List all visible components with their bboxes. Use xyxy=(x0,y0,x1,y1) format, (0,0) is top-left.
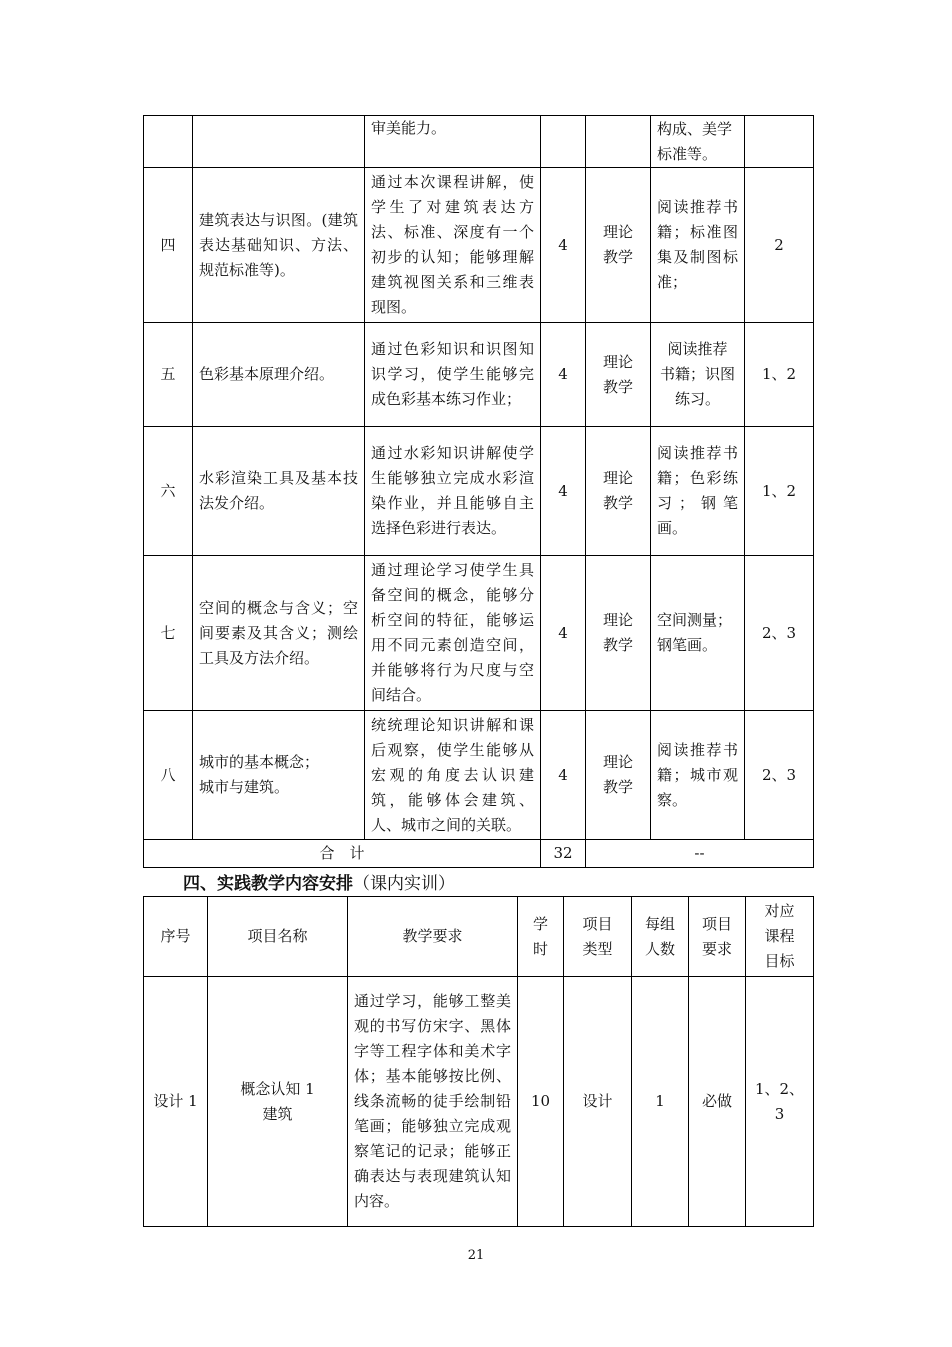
lesson-topic: 城市的基本概念； 城市与建筑。 xyxy=(193,711,365,840)
theory-schedule-table xyxy=(143,115,814,868)
table-row xyxy=(144,427,814,556)
lesson-number: 六 xyxy=(144,427,193,556)
lesson-reading: 阅读推荐书籍；标准图集及制图标准； xyxy=(651,168,745,323)
lesson-hours xyxy=(541,116,586,168)
header-requirements: 教学要求 xyxy=(348,897,518,977)
page-number: 21 xyxy=(467,1248,485,1263)
total-rest: -- xyxy=(586,840,814,868)
header-project-required: 项目 要求 xyxy=(689,897,746,977)
lesson-topic xyxy=(193,116,365,168)
table-row xyxy=(144,323,814,427)
lesson-reading: 构成、美学 标准等。 xyxy=(651,116,745,168)
header-group-size: 每组 人数 xyxy=(632,897,689,977)
lesson-description: 通过本次课程讲解，使学生了对建筑表达方法、标准、深度有一个初步的认知；能够理解建筑视图关系和三维表现图。 xyxy=(365,168,541,323)
total-label: 合 计 xyxy=(144,840,541,868)
project-requirements: 通过学习，能够工整美观的书写仿宋字、黑体字等工程字体和美术字体；基本能够按比例、线条流畅的徒手绘制铅笔画；能够独立完成观察笔记的记录；能够正确表达与表现建筑认知内容。 xyxy=(348,977,518,1227)
lesson-method: 理论 教学 xyxy=(586,323,651,427)
lesson-target: 2、3 xyxy=(745,556,814,711)
lesson-topic: 色彩基本原理介绍。 xyxy=(193,323,365,427)
practice-schedule-table xyxy=(143,896,814,1227)
project-hours: 10 xyxy=(518,977,564,1227)
project-group-size: 1 xyxy=(632,977,689,1227)
table-row xyxy=(144,711,814,840)
lesson-hours: 4 xyxy=(541,556,586,711)
header-project-type: 项目 类型 xyxy=(564,897,632,977)
lesson-hours: 4 xyxy=(541,168,586,323)
lesson-target: 1、2 xyxy=(745,427,814,556)
project-name: 概念认知 1 建筑 xyxy=(208,977,348,1227)
lesson-method xyxy=(586,116,651,168)
lesson-method: 理论 教学 xyxy=(586,427,651,556)
lesson-reading: 阅读推荐 书籍；识图 练习。 xyxy=(651,323,745,427)
project-type: 设计 xyxy=(564,977,632,1227)
lesson-method: 理论 教学 xyxy=(586,556,651,711)
lesson-reading: 阅读推荐书籍；城市观察。 xyxy=(651,711,745,840)
lesson-reading: 空间测量；钢笔画。 xyxy=(651,556,745,711)
section-title: 四、实践教学内容安排 xyxy=(183,874,353,894)
lesson-number: 五 xyxy=(144,323,193,427)
lesson-target: 2、3 xyxy=(745,711,814,840)
total-hours: 32 xyxy=(541,840,586,868)
table-row xyxy=(144,977,814,1227)
lesson-number: 四 xyxy=(144,168,193,323)
section-heading xyxy=(183,871,455,897)
header-project-name: 项目名称 xyxy=(208,897,348,977)
section-suffix: （课内实训） xyxy=(353,874,455,894)
lesson-description: 通过水彩知识讲解使学生能够独立完成水彩渲染作业，并且能够自主选择色彩进行表达。 xyxy=(365,427,541,556)
table-header-row xyxy=(144,897,814,977)
lesson-target: 1、2 xyxy=(745,323,814,427)
table-row xyxy=(144,556,814,711)
lesson-hours: 4 xyxy=(541,711,586,840)
lesson-hours: 4 xyxy=(541,323,586,427)
lesson-hours: 4 xyxy=(541,427,586,556)
lesson-target: 2 xyxy=(745,168,814,323)
project-required: 必做 xyxy=(689,977,746,1227)
lesson-target xyxy=(745,116,814,168)
lesson-description: 通过色彩知识和识图知识学习，使学生能够完成色彩基本练习作业； xyxy=(365,323,541,427)
header-course-target: 对应 课程 目标 xyxy=(746,897,814,977)
project-target: 1、2、 3 xyxy=(746,977,814,1227)
lesson-topic: 空间的概念与含义；空间要素及其含义；测绘工具及方法介绍。 xyxy=(193,556,365,711)
lesson-number xyxy=(144,116,193,168)
lesson-number: 七 xyxy=(144,556,193,711)
header-hours: 学 时 xyxy=(518,897,564,977)
table-row xyxy=(144,168,814,323)
lesson-number: 八 xyxy=(144,711,193,840)
lesson-description: 审美能力。 xyxy=(365,116,541,168)
lesson-topic: 水彩渲染工具及基本技法发介绍。 xyxy=(193,427,365,556)
lesson-method: 理论 教学 xyxy=(586,711,651,840)
table-row xyxy=(144,116,814,168)
total-row xyxy=(144,840,814,868)
lesson-description: 统统理论知识讲解和课后观察，使学生能够从宏观的角度去认识建筑，能够体会建筑、人、城市之间的关联。 xyxy=(365,711,541,840)
lesson-method: 理论 教学 xyxy=(586,168,651,323)
project-number: 设计 1 xyxy=(144,977,208,1227)
lesson-topic: 建筑表达与识图。(建筑表达基础知识、方法、规范标准等)。 xyxy=(193,168,365,323)
header-number: 序号 xyxy=(144,897,208,977)
lesson-description: 通过理论学习使学生具备空间的概念，能够分析空间的特征，能够运用不同元素创造空间，并能够将行为尺度与空间结合。 xyxy=(365,556,541,711)
lesson-reading: 阅读推荐书籍；色彩练习；钢笔画。 xyxy=(651,427,745,556)
